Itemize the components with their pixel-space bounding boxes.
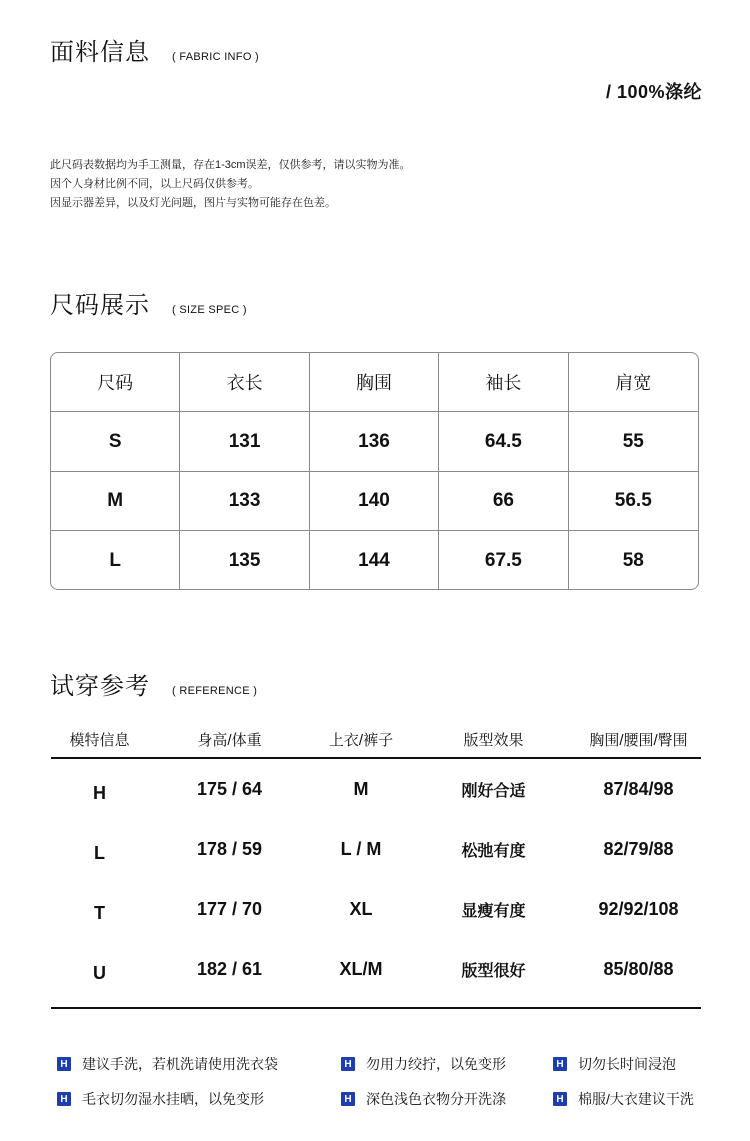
reference-table (51, 722, 701, 1009)
size-cell: L (51, 531, 180, 590)
measurement-notes (50, 156, 411, 213)
fabric-title-cn: 面料信息 (50, 39, 150, 66)
fit-effect: 松弛有度 (461, 842, 526, 860)
top-bottom-size: M (353, 778, 369, 799)
model-name: U (93, 962, 106, 983)
care-badge-icon: H (341, 1092, 355, 1106)
body-measurements: 85/80/88 (603, 958, 674, 979)
top-bottom-size: XL/M (339, 958, 383, 979)
care-item (341, 1089, 506, 1109)
size-cell: 133 (180, 472, 309, 531)
size-cell: 55 (569, 412, 698, 472)
size-header-cell: 胸围 (310, 353, 439, 412)
reference-header-row (51, 722, 701, 759)
height-weight: 177 / 70 (196, 898, 263, 919)
size-title-cn: 尺码展示 (50, 292, 150, 319)
reference-table-bottom-rule (51, 1007, 701, 1009)
size-section-title (50, 285, 247, 320)
fit-effect: 版型很好 (461, 962, 526, 980)
care-item (57, 1054, 278, 1074)
reference-header-cell: 模特信息 (69, 732, 130, 749)
model-name: T (94, 902, 105, 923)
size-cell: 56.5 (569, 472, 698, 531)
care-row (57, 1089, 707, 1124)
care-text: 毛衣切勿湿水挂晒，以免变形 (82, 1091, 264, 1107)
care-item (553, 1089, 694, 1109)
fabric-title-en: ( FABRIC INFO ) (172, 51, 259, 63)
reference-title-cn: 试穿参考 (50, 673, 150, 700)
size-header-cell: 袖长 (439, 353, 568, 412)
model-name: H (93, 782, 106, 803)
care-text: 建议手洗，若机洗请使用洗衣袋 (82, 1056, 278, 1072)
reference-title-en: ( REFERENCE ) (172, 685, 258, 697)
size-cell: 131 (180, 412, 309, 472)
size-cell: 66 (439, 472, 568, 531)
height-weight: 178 / 59 (196, 838, 263, 859)
body-measurements: 92/92/108 (598, 898, 679, 919)
note-line: 因个人身材比例不同，以上尺码仅供参考。 (50, 178, 259, 190)
reference-row (51, 819, 701, 879)
care-badge-icon: H (553, 1092, 567, 1106)
size-cell: 67.5 (439, 531, 568, 590)
size-cell: 136 (310, 412, 439, 472)
size-cell: 144 (310, 531, 439, 590)
care-text: 切勿长时间浸泡 (578, 1056, 676, 1072)
reference-header-cell: 上衣/裤子 (328, 732, 394, 749)
reference-header-cell: 胸围/腰围/臀围 (589, 732, 688, 749)
size-cell: S (51, 412, 180, 472)
fabric-composition: / 100%涤纶 (605, 82, 702, 102)
care-text: 勿用力绞拧，以免变形 (366, 1056, 506, 1072)
care-instructions (57, 1054, 707, 1124)
reference-row (51, 939, 701, 999)
size-header-cell: 衣长 (180, 353, 309, 412)
care-row (57, 1054, 707, 1089)
care-item (553, 1054, 676, 1074)
care-badge-icon: H (57, 1057, 71, 1071)
care-badge-icon: H (553, 1057, 567, 1071)
size-cell: 140 (310, 472, 439, 531)
size-title-en: ( SIZE SPEC ) (172, 304, 247, 316)
care-badge-icon: H (57, 1092, 71, 1106)
size-cell: 58 (622, 550, 644, 571)
care-item (341, 1054, 506, 1074)
note-line: 因显示器差异，以及灯光问题，图片与实物可能存在色差。 (50, 197, 336, 209)
fit-effect: 刚好合适 (461, 782, 526, 800)
care-text: 棉服/大衣建议干洗 (578, 1091, 694, 1107)
size-cell: 64.5 (439, 412, 568, 472)
care-item (57, 1089, 264, 1109)
reference-header-cell: 版型效果 (463, 732, 524, 749)
height-weight: 182 / 61 (196, 958, 263, 979)
reference-section-title (50, 666, 257, 701)
top-bottom-size: L / M (340, 838, 382, 859)
size-cell: 135 (180, 531, 309, 590)
size-cell: M (51, 472, 180, 531)
fit-effect: 显瘦有度 (461, 902, 526, 920)
reference-row (51, 759, 701, 819)
reference-row (51, 879, 701, 939)
model-name: L (94, 842, 105, 863)
size-table (50, 352, 699, 590)
height-weight: 175 / 64 (196, 778, 263, 799)
size-header-cell: 尺码 (51, 353, 180, 412)
care-text: 深色浅色衣物分开洗涤 (366, 1091, 506, 1107)
body-measurements: 87/84/98 (603, 778, 674, 799)
reference-header-cell: 身高/体重 (197, 732, 262, 749)
care-badge-icon: H (341, 1057, 355, 1071)
fabric-section-title (50, 32, 259, 67)
size-header-cell: 肩宽 (569, 353, 698, 412)
top-bottom-size: XL (349, 898, 373, 919)
body-measurements: 82/79/88 (603, 838, 674, 859)
note-line: 此尺码表数据均为手工测量，存在1-3cm误差，仅供参考，请以实物为准。 (50, 159, 411, 171)
